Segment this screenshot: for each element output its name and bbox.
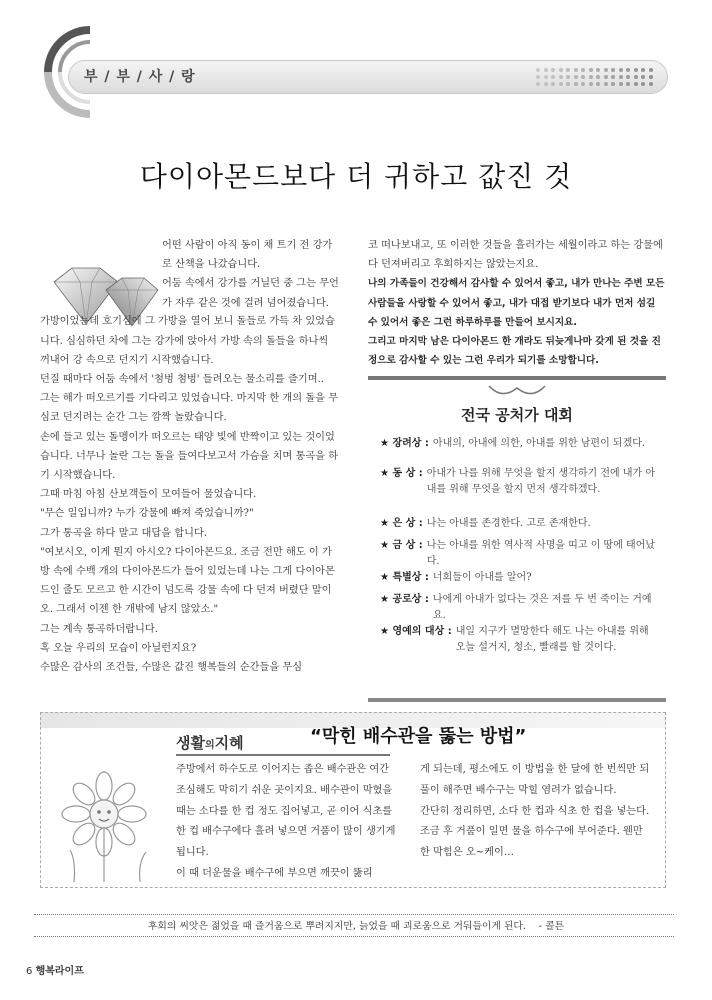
paragraph: 수많은 감사의 조건들, 수많은 값진 행복들의 순간들을 무심	[40, 662, 303, 674]
dot	[649, 68, 653, 72]
flower-illustration	[54, 770, 164, 884]
dot	[604, 82, 608, 86]
page-number: 6	[26, 966, 33, 977]
paragraph: 가방이었는데 호기심에 그 가방을 열어 보니 돌들로 가득 차 있었습니다. 심심하던 차에 그는 강가에 앉아서 가방 속의 돌들을 하나씩 꺼내어 강 속으로 던지기 시작했습니다.	[40, 316, 335, 366]
dot	[589, 68, 593, 72]
dot	[626, 82, 630, 86]
dot	[574, 82, 578, 86]
paragraph: 게 되는데, 평소에도 이 방법을 한 달에 한 번씩만 되풀이 해주면 배수구는 막힐 염려가 없습니다.	[420, 764, 650, 796]
dot	[589, 75, 593, 79]
article-left-column	[40, 236, 340, 677]
dot	[581, 68, 585, 72]
dot	[641, 75, 645, 79]
quote-divider-bottom	[34, 936, 674, 937]
dot	[634, 82, 638, 86]
dot	[574, 75, 578, 79]
ornament-border-bottom	[368, 696, 666, 704]
dot	[559, 82, 563, 86]
dot	[559, 75, 563, 79]
paragraph: 그는 해가 떠오르기를 기다리고 있었습니다. 마지막 한 개의 돌을 무심코 던지려는 순간 그는 깜짝 놀랐습니다.	[40, 393, 339, 424]
paragraph: "여보시오, 이게 뭔지 아시오? 다이아몬드요. 조금 전만 해도 이 가방 속에 수백 개의 다이아몬드가 들어 있었는데 나는 그게 다이아몬드인 줄도 모르고 한 시간이 넘도록 강물 속에 다 던져 버렸단 말이오. 그래서 이젠 한 개밖에 남지 않았소."	[40, 546, 335, 616]
dot	[566, 68, 570, 72]
dot	[619, 75, 623, 79]
paragraph: "무슨 일입니까? 누가 강물에 빠져 죽었습니까?"	[40, 508, 254, 520]
contest-box	[368, 374, 666, 704]
award-text: 내일 지구가 멸망한다 해도 나는 아내를 위해 오늘 설거지, 청소, 빨래를 할 것이다.	[455, 626, 649, 653]
dot	[649, 75, 653, 79]
dot	[551, 68, 555, 72]
award-text: 나에게 아내가 없다는 것은 저를 두 번 죽이는 거예요.	[432, 594, 652, 621]
award-text: 나는 아내를 존경한다. 고로 존재한다.	[426, 518, 591, 529]
article-right-column	[368, 236, 666, 370]
paragraph: 간단히 정리하면, 소다 한 컵과 식초 한 컵을 넣는다. 조금 후 거품이 일면 물을 하수구에 부어준다. 웬만한 막힘은 오~케이…	[420, 805, 650, 859]
article-title: 다이아몬드보다 더 귀하고 값진 것	[139, 160, 573, 193]
award-row	[380, 516, 658, 532]
award-label: ★ 은 상 :	[380, 518, 423, 529]
dot	[641, 82, 645, 86]
paragraph: 어둠 속에서 강가를 거닐던 중 그는 무언가 자루 같은 것에 걸려 넘어졌습니다.	[162, 278, 339, 309]
dot	[544, 82, 548, 86]
paragraph-emphasis: 나의 가족들이 건강해서 감사할 수 있어서 좋고, 내가 만나는 주변 모든 사람들을 사랑할 수 있어서 좋고, 내가 대접 받기보다 내가 먼저 섬길 수 있어서 좋은 그런 하루하루를 만들어 보시지요.	[368, 278, 665, 328]
dot	[619, 68, 623, 72]
section-label: 부 / 부 / 사 / 랑	[84, 69, 196, 85]
dot	[574, 68, 578, 72]
dot	[544, 75, 548, 79]
quote	[0, 918, 712, 932]
magazine-name: 행복라이프	[35, 966, 84, 977]
dot-pattern-decoration	[536, 66, 656, 88]
dot	[611, 68, 615, 72]
dot	[566, 75, 570, 79]
paragraph: 그가 통곡을 하다 말고 대답을 합니다.	[40, 527, 208, 539]
dot	[626, 75, 630, 79]
paragraph: 이 때 더운물을 배수구에 부으면 깨끗이 뚫리	[176, 867, 373, 879]
dot	[611, 82, 615, 86]
dot	[544, 68, 548, 72]
dot	[626, 68, 630, 72]
paragraph: 혹 오늘 우리의 모습이 아닐런지요?	[40, 642, 197, 654]
quote-divider-top	[34, 914, 674, 915]
dot	[536, 82, 540, 86]
paragraph: 그때 마침 아침 산보객들이 모여들어 물었습니다.	[40, 489, 257, 501]
award-row	[380, 570, 658, 586]
award-text: 나는 아내를 위한 역사적 사명을 띠고 이 땅에 태어났다.	[426, 540, 656, 567]
life-tips-label: 생활의지혜	[176, 734, 244, 752]
dot	[559, 68, 563, 72]
award-label: ★ 장려상 :	[380, 438, 429, 449]
award-text: 아내가 나를 위해 무엇을 할지 생각하기 전에 내가 아내를 위해 무엇을 할지 먼저 생각하겠다.	[426, 468, 656, 495]
award-row	[380, 466, 658, 498]
paragraph: 그는 계속 통곡하더랍니다.	[40, 623, 158, 635]
award-label: ★ 영예의 대상 :	[380, 626, 452, 637]
dot	[641, 68, 645, 72]
dot	[596, 82, 600, 86]
award-label: ★ 동 상 :	[380, 468, 423, 479]
award-row	[380, 624, 658, 656]
dot	[566, 82, 570, 86]
dot	[634, 68, 638, 72]
paragraph: 던질 때마다 어둠 속에서 '첨벙 첨벙' 들려오는 물소리를 즐기며..	[40, 374, 325, 386]
award-label: ★ 공로상 :	[380, 594, 429, 605]
life-tips-right-text	[420, 760, 652, 864]
award-row	[380, 592, 658, 624]
dot	[596, 75, 600, 79]
dot	[634, 75, 638, 79]
paragraph: 어떤 사람이 아직 동이 채 트기 전 강가로 산책을 나갔습니다.	[162, 240, 333, 271]
award-text: 아내의, 아내에 의한, 아내를 위한 남편이 되겠다.	[432, 438, 646, 449]
dot	[589, 82, 593, 86]
scroll-ornament	[487, 382, 547, 402]
quote-author: - 콜튼	[538, 921, 565, 932]
dot	[536, 68, 540, 72]
award-text: 너희들이 아내를 알어?	[432, 572, 532, 583]
paragraph-emphasis: 그리고 마지막 남은 다이아몬드 한 개라도 뒤늦게나마 갖게 된 것을 진정으로 감사할 수 있는 그런 우리가 되기를 소망합니다.	[368, 336, 661, 367]
contest-title: 전국 공처가 대회	[461, 406, 573, 424]
dot	[649, 82, 653, 86]
life-tips-underline	[176, 754, 390, 756]
award-label: ★ 금 상 :	[380, 540, 423, 551]
dot	[619, 82, 623, 86]
dot	[581, 75, 585, 79]
page-footer	[26, 962, 84, 977]
life-tips-left-text	[176, 760, 396, 885]
dot	[551, 75, 555, 79]
dot	[604, 75, 608, 79]
paragraph: 주방에서 하수도로 이어지는 좁은 배수관은 여간 조심해도 막히기 쉬운 곳이지요. 배수관이 막혔을 때는 소다를 한 컵 정도 집어넣고, 곧 이어 식초를 한 컵 배수구에다 흘려 넣으면 거품이 많이 생기게 됩니다.	[176, 764, 396, 859]
dot	[596, 68, 600, 72]
dot	[611, 75, 615, 79]
life-tips-title: “막힌 배수관을 뚫는 방법”	[310, 726, 527, 747]
dot	[536, 75, 540, 79]
dot	[604, 68, 608, 72]
award-row	[380, 538, 658, 570]
dot	[551, 82, 555, 86]
paragraph: 손에 들고 있는 돌멩이가 떠오르는 태양 빛에 반짝이고 있는 것이었습니다. 너무나 놀란 그는 돌을 들여다보고서 가슴을 치며 통곡을 하기 시작했습니다.	[40, 431, 339, 482]
ornament-border-top	[368, 374, 666, 382]
award-label: ★ 특별상 :	[380, 572, 429, 583]
quote-text: 후회의 씨앗은 젊었을 때 즐거움으로 뿌려지지만, 늙었을 때 괴로움으로 거둬들이게 된다.	[147, 921, 527, 932]
paragraph: 코 떠나보내고, 또 이러한 것들을 흘러가는 세월이라고 하는 강물에 다 던져버리고 후회하지는 않았는지요.	[368, 240, 663, 271]
award-row	[380, 436, 658, 452]
dot	[581, 82, 585, 86]
